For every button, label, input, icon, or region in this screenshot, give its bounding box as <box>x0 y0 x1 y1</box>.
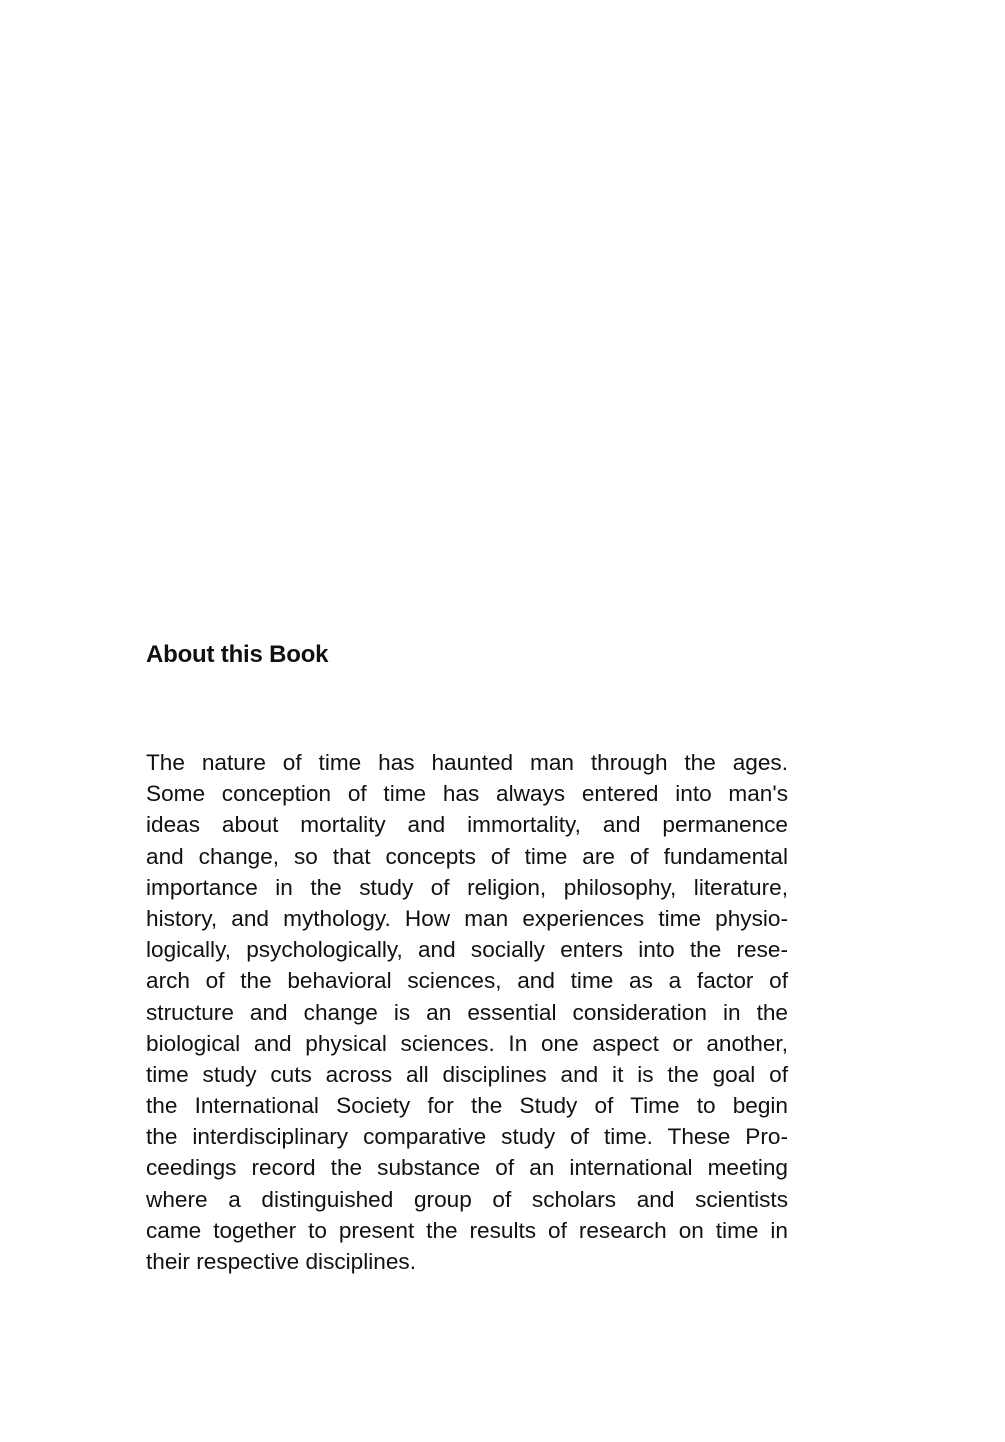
paragraph-line: ideas about mortality and immortality, and permanence <box>146 812 788 838</box>
paragraph-line: and change, so that concepts of time are of fundamental <box>146 843 788 869</box>
paragraph-line: ceedings record the substance of an international meeting <box>146 1155 788 1181</box>
paragraph-line: biological and physical sciences. In one aspect or another, <box>146 1030 788 1056</box>
paragraph-line: logically, psychologically, and socially enters into the rese- <box>146 937 788 963</box>
paragraph-line: arch of the behavioral sciences, and time as a factor of <box>146 968 788 994</box>
paragraph-line: The nature of time has haunted man through the ages. <box>146 750 788 775</box>
paragraph-line: came together to present the results of research on time in <box>146 1217 788 1243</box>
paragraph-line: the interdisciplinary comparative study of time. These Pro- <box>146 1124 788 1150</box>
paragraph-line: where a distinguished group of scholars and scientists <box>146 1186 788 1212</box>
paragraph-line: importance in the study of religion, philosophy, literature, <box>146 874 788 900</box>
paragraph-line: the International Society for the Study of Time to begin <box>146 1093 788 1119</box>
about-paragraph <box>146 747 788 1277</box>
paragraph-line: Some conception of time has always entered into man's <box>146 781 788 807</box>
paragraph-line: their respective disciplines. <box>146 1249 416 1274</box>
paragraph-line: structure and change is an essential consideration in the <box>146 999 788 1025</box>
section-heading: About this Book <box>146 641 329 668</box>
paragraph-line: time study cuts across all disciplines and it is the goal of <box>146 1061 788 1087</box>
paragraph-line: history, and mythology. How man experiences time physio- <box>146 905 788 931</box>
